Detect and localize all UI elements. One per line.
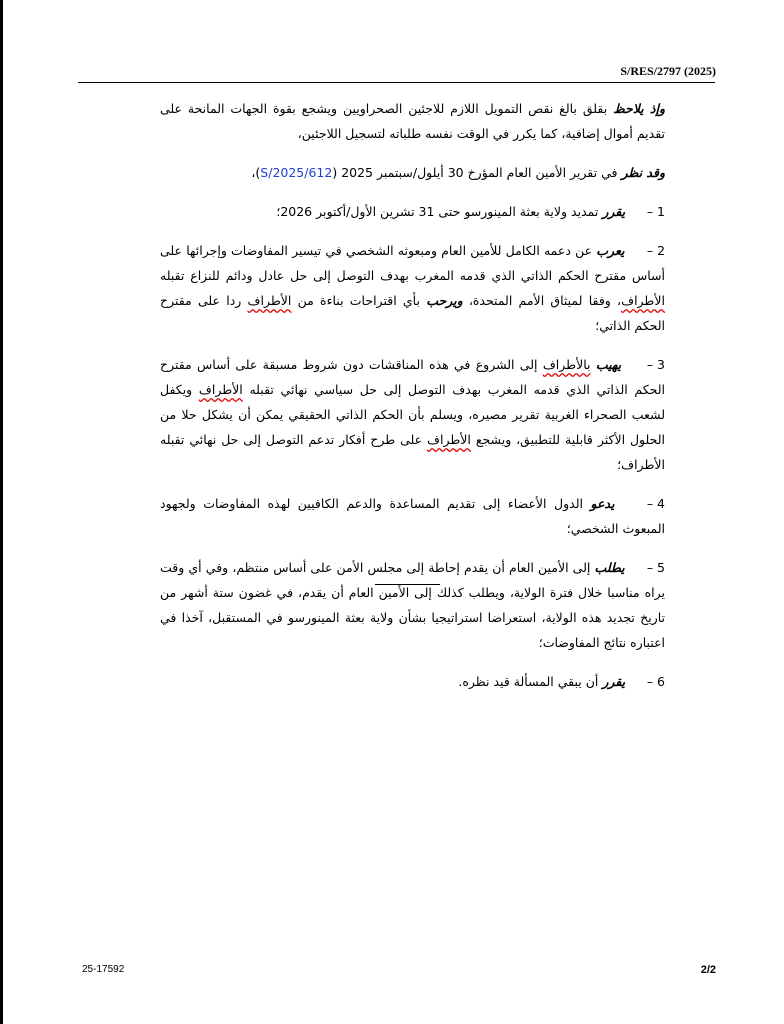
- paragraph-number: 1 –: [646, 204, 665, 219]
- paragraph-lead-word: يهيب: [595, 357, 622, 372]
- left-margin-rule: [0, 0, 3, 1024]
- document-number: 25-17592: [82, 964, 125, 975]
- paragraph-lead-word: وقد نظر: [621, 165, 665, 180]
- paragraph-text-end: )،: [251, 165, 261, 180]
- paragraph-lead-word: يقرر: [602, 674, 626, 689]
- paragraph-text: ردا على مقترح الحكم الذاتي؛: [160, 293, 665, 333]
- paragraph-number: 4 –: [646, 496, 665, 511]
- paragraph-lead-word: يطلب: [594, 560, 625, 575]
- paragraph-lead-word: يدعو: [590, 496, 615, 511]
- paragraph-text: أن يبقي المسألة قيد نظره.: [458, 674, 603, 689]
- paragraph-lead-word: يعرب: [596, 243, 625, 258]
- paragraph-text: بقلق بالغ نقص التمويل اللازم للاجئين الصحراويين ويشجع بقوة الجهات المانحة على تقديم أموال إضافية، كما يكرر في الوقت نفسه طلباته لتسجيل اللاجئين،: [160, 101, 665, 141]
- end-of-document-rule: [375, 584, 440, 585]
- spelling-flagged-word[interactable]: الأطراف: [198, 382, 243, 397]
- paragraph-number: 2 –: [646, 243, 666, 258]
- paragraph-text: على طرح أفكار تدعم التوصل إلى حل نهائي تقبله الأطراف؛: [160, 432, 665, 472]
- paragraph-text: ويكفل لشعب الصحراء الغربية تقرير مصيره، ويسلم بأن الحكم الذاتي الحقيقي يمكن أن يشكل حلا من الحلول الأكثر قابلية للتطبيق، ويشجع: [160, 382, 665, 447]
- operative-paragraph-6: [160, 669, 665, 694]
- spelling-flagged-word[interactable]: الأطراف: [621, 293, 665, 308]
- operative-paragraph-5: [160, 555, 665, 655]
- spelling-flagged-word[interactable]: بالأطراف: [542, 357, 591, 372]
- paragraph-lead-word: يقرر: [602, 204, 626, 219]
- report-link[interactable]: S/2025/612: [260, 165, 333, 180]
- paragraph-text: إلى الشروع في هذه المناقشات دون شروط مسبقة على أساس مقترح الحكم الذاتي الذي قدمه المغرب بهدف التوصل إلى حل سياسي نهائي تقبله: [160, 357, 665, 397]
- operative-paragraph-3: [160, 352, 665, 477]
- operative-paragraph-2: [160, 238, 665, 338]
- paragraph-lead-word: وإذ يلاحظ: [613, 101, 665, 116]
- preamble-paragraph-noting: [160, 96, 665, 146]
- page-number: 2/2: [700, 964, 716, 976]
- header-divider: [78, 82, 715, 83]
- paragraph-text: إلى الأمين العام أن يقدم إحاطة إلى مجلس الأمن على أساس منتظم، وفي أي وقت يراه مناسبا خلال فترة الولاية، ويطلب كذلك إلى الأمين العام أن يقدم، في غضون ستة أشهر من تاريخ تجديد هذه الولاية، استعراضا استراتيجيا بشأن ولاية بعثة المينورسو في المستقبل، آخذا في اعتباره نتائج المفاوضات؛: [160, 560, 665, 650]
- paragraph-text: بأي اقتراحات بناءة من: [291, 293, 427, 308]
- paragraph-text: عن دعمه الكامل للأمين العام ومبعوثه الشخصي في تيسير المفاوضات وإجرائها على أساس مقترح الحكم الذاتي الذي قدمه المغرب بهدف التوصل إلى حل عادل ودائم للنزاع تقبله: [160, 243, 665, 283]
- paragraph-text: تمديد ولاية بعثة المينورسو حتى 31 تشرين الأول/أكتوبر 2026؛: [276, 204, 603, 219]
- operative-paragraph-1: [160, 199, 665, 224]
- operative-paragraph-4: [160, 491, 665, 541]
- paragraph-lead-word: ويرحب: [426, 293, 463, 308]
- preamble-paragraph-considered: [160, 160, 665, 185]
- paragraph-number: 6 –: [646, 674, 665, 689]
- resolution-body: [160, 96, 665, 708]
- paragraph-text: الدول الأعضاء إلى تقديم المساعدة والدعم الكافيين لهذه المفاوضات ولجهود المبعوث الشخصي؛: [160, 496, 665, 536]
- paragraph-number: 3 –: [646, 357, 665, 372]
- spelling-flagged-word[interactable]: الأطراف: [247, 293, 292, 308]
- paragraph-text: في تقرير الأمين العام المؤرخ 30 أيلول/سبتمبر 2025 (: [332, 165, 622, 180]
- spelling-flagged-word[interactable]: الأطراف: [427, 432, 471, 447]
- paragraph-text: ، وفقا لميثاق الأمم المتحدة،: [462, 293, 622, 308]
- paragraph-number: 5 –: [646, 560, 665, 575]
- document-symbol: S/RES/2797 (2025): [620, 64, 716, 78]
